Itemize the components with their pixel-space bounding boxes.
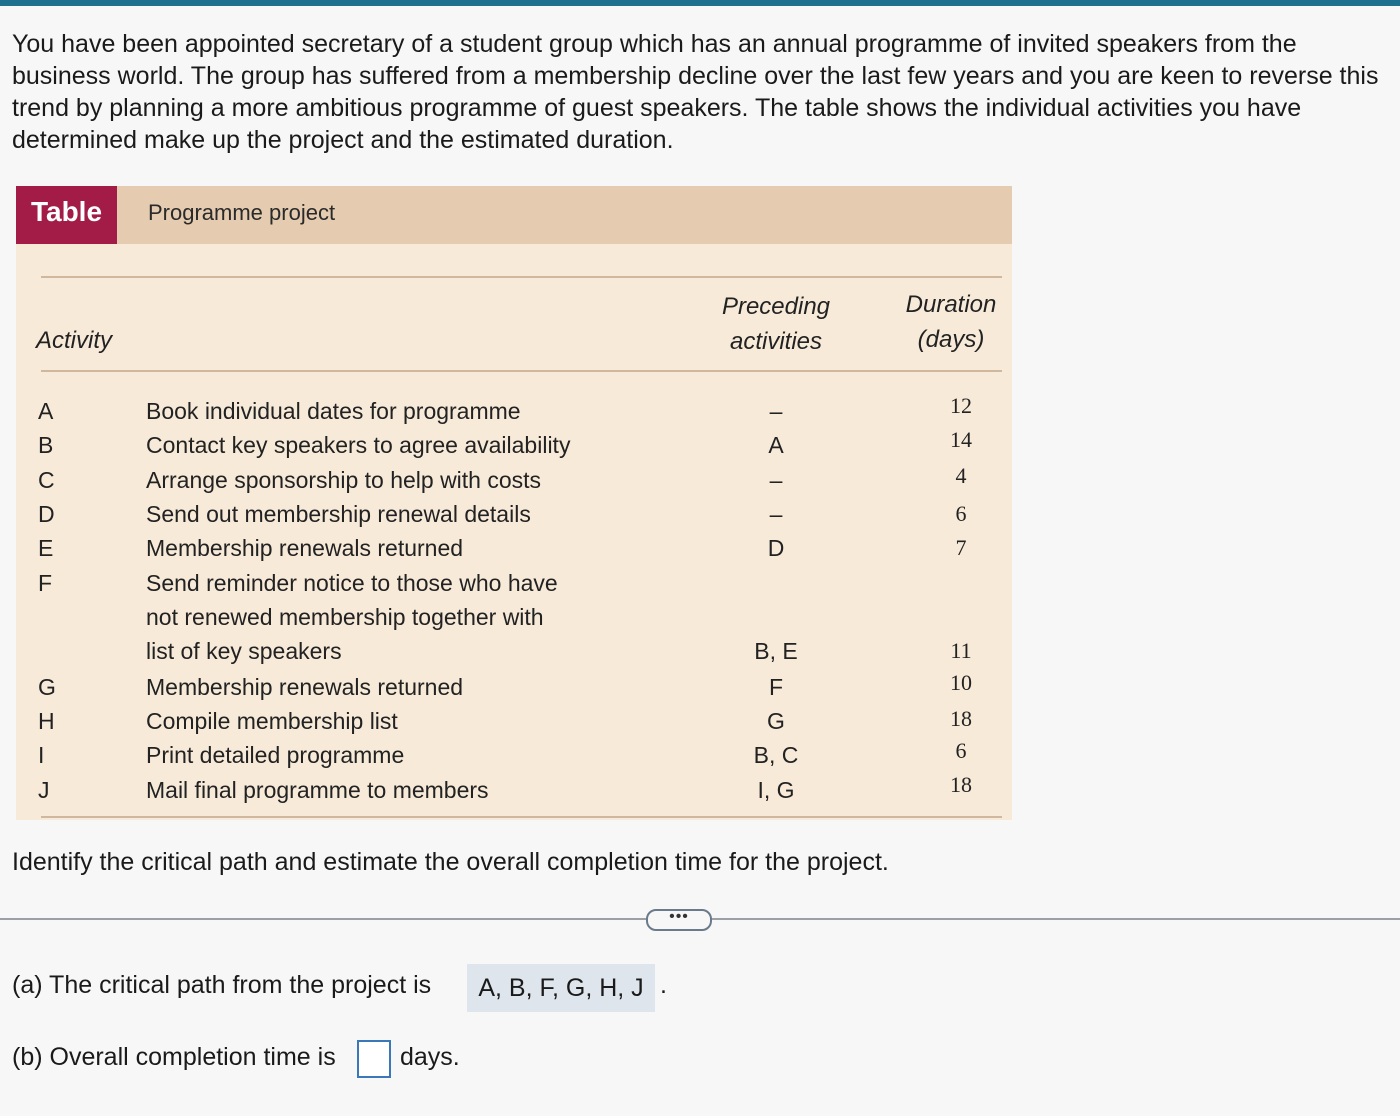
header-duration-2: (days)	[917, 326, 985, 353]
row-j-pred: I, G	[757, 777, 795, 803]
header-duration-1: Duration	[905, 291, 997, 318]
row-d-desc: Send out membership renewal details	[146, 501, 531, 527]
part-a-label: (a) The critical path from the project is	[12, 971, 432, 999]
header-preceding-2: activities	[729, 328, 823, 355]
question-text: Identify the critical path and estimate the overall completion time for the project.	[12, 848, 889, 876]
programme-table	[16, 186, 1012, 820]
row-g-desc: Membership renewals returned	[146, 674, 464, 700]
table-badge: Table	[16, 186, 117, 244]
table-title: Programme project	[148, 200, 336, 225]
row-d-letter: D	[38, 501, 55, 527]
row-f-pred: B, E	[754, 638, 798, 664]
header-activity: Activity	[36, 327, 113, 354]
expand-more-button[interactable]: •••	[646, 909, 712, 931]
table-header	[16, 186, 1012, 244]
row-e-desc: Membership renewals returned	[146, 535, 464, 561]
problem-intro: You have been appointed secretary of a student group which has an annual programme of invited speakers from the business world. The group has suffered from a membership decline over the last few years and you are keen to reverse this trend by planning a more ambitious programme of guest speakers. The table shows the individual activities you have determined make up the project and the estimated duration.	[12, 30, 1379, 154]
part-b-unit: days.	[400, 1043, 460, 1071]
row-i-letter: I	[38, 742, 45, 768]
row-j-letter: J	[38, 777, 50, 803]
row-g-dur: 10	[950, 670, 972, 695]
row-a-letter: A	[38, 398, 54, 424]
row-i-pred: B, C	[753, 742, 799, 768]
row-f-letter: F	[38, 570, 53, 596]
row-b-pred: A	[768, 432, 784, 458]
row-j-desc: Mail final programme to members	[146, 777, 489, 803]
row-j-dur: 18	[950, 772, 972, 797]
row-f-dur: 11	[950, 638, 972, 663]
row-c-pred: –	[769, 467, 783, 493]
row-b-letter: B	[38, 432, 54, 458]
row-h-letter: H	[38, 708, 55, 734]
header-preceding-1: Preceding	[721, 293, 831, 320]
table-bottom-rule	[41, 816, 1002, 818]
row-d-pred: –	[769, 501, 783, 527]
table-top-rule	[41, 276, 1002, 278]
row-b-dur: 14	[950, 427, 972, 452]
row-f-desc-line3: list of key speakers	[146, 638, 342, 664]
row-a-dur: 12	[950, 393, 972, 418]
row-e-letter: E	[38, 535, 54, 561]
row-e-pred: D	[767, 535, 785, 561]
row-c-desc: Arrange sponsorship to help with costs	[146, 467, 542, 493]
row-g-pred: F	[768, 674, 784, 700]
row-c-letter: C	[38, 467, 55, 493]
top-accent-bar	[0, 0, 1400, 6]
part-b-label: (b) Overall completion time is	[12, 1043, 336, 1071]
row-i-dur: 6	[955, 738, 967, 763]
row-i-desc: Print detailed programme	[146, 742, 405, 768]
part-a-period: .	[660, 971, 667, 999]
table-header-rule	[41, 370, 1002, 372]
row-g-letter: G	[38, 674, 56, 700]
row-a-desc: Book individual dates for programme	[146, 398, 521, 424]
row-f-desc-line2: not renewed membership together with	[146, 604, 544, 630]
row-d-dur: 6	[955, 501, 967, 526]
completion-time-input[interactable]	[357, 1040, 391, 1078]
row-h-pred: G	[767, 708, 785, 734]
row-a-pred: –	[769, 398, 783, 424]
critical-path-answer[interactable]: A, B, F, G, H, J	[467, 964, 655, 1012]
row-h-desc: Compile membership list	[146, 708, 398, 734]
row-h-dur: 18	[950, 706, 972, 731]
row-c-dur: 4	[955, 463, 967, 488]
row-e-dur: 7	[955, 535, 967, 560]
row-f-desc-line1: Send reminder notice to those who have	[146, 570, 558, 596]
row-b-desc: Contact key speakers to agree availability	[146, 432, 571, 458]
